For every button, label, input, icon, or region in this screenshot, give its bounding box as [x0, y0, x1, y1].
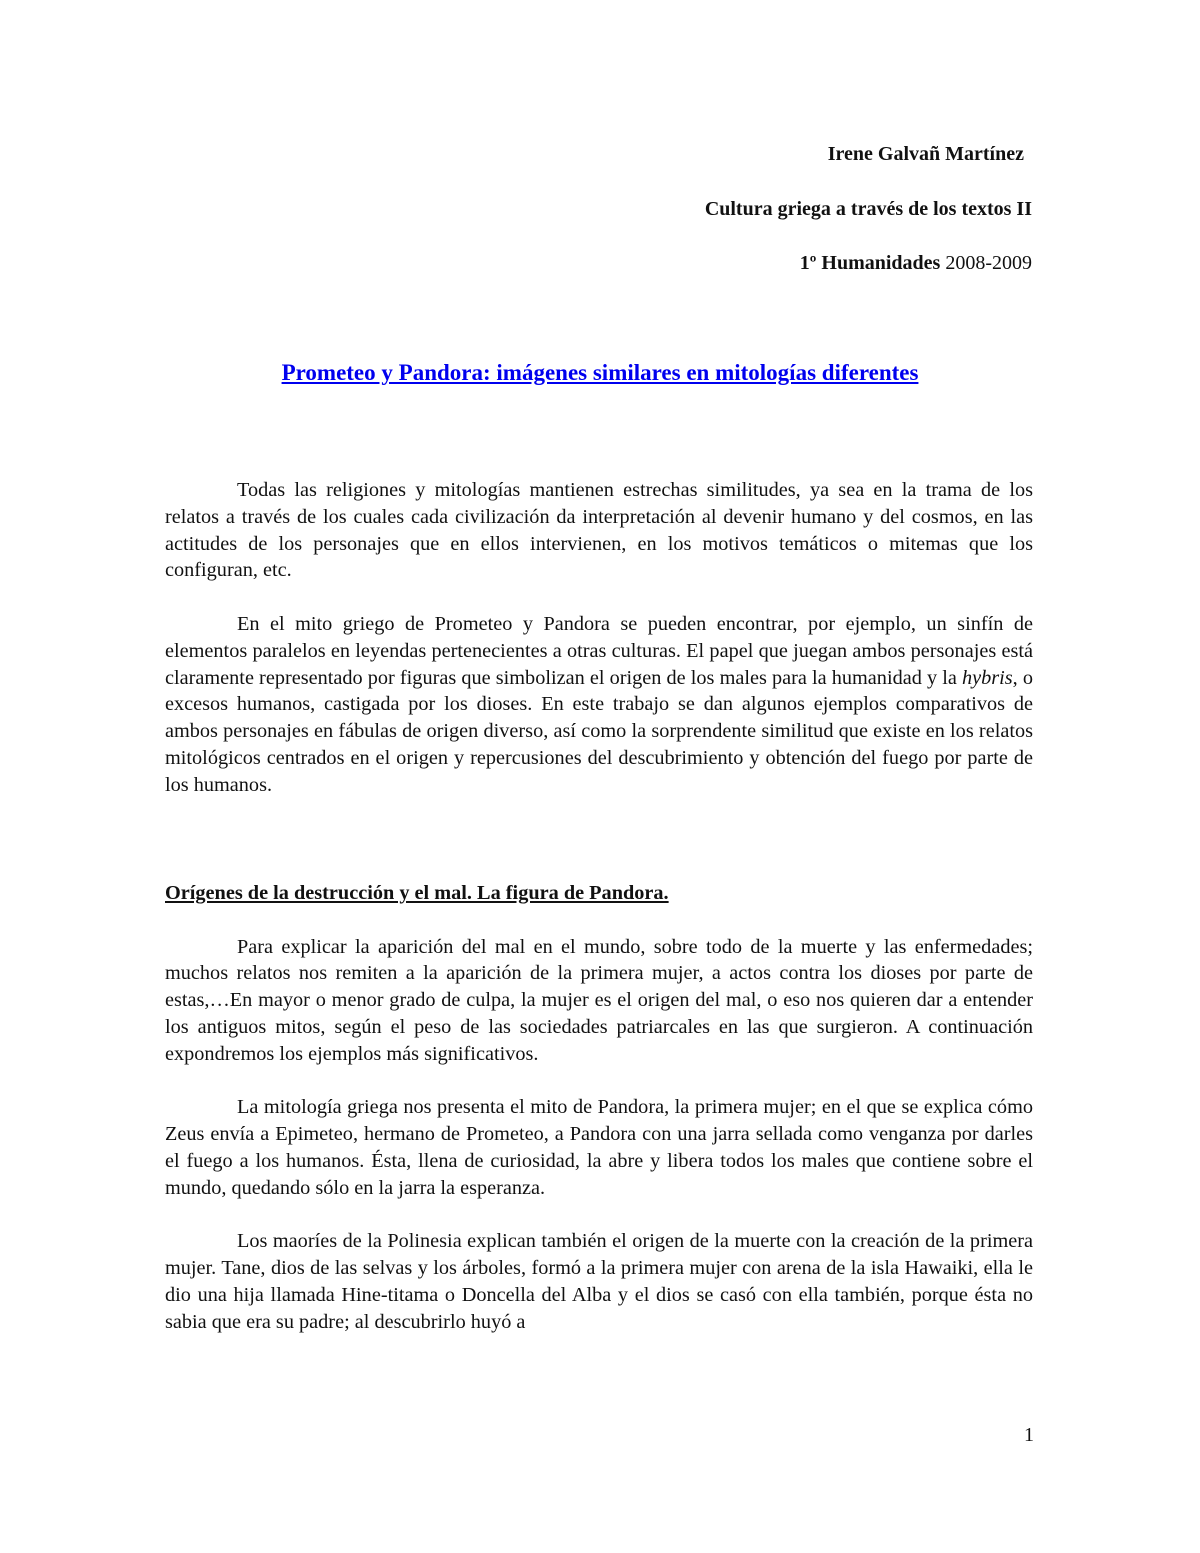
course-name: Cultura griega a través de los textos II — [704, 198, 1032, 220]
section-heading: Orígenes de la destrucción y el mal. La figura de Pandora. — [165, 882, 669, 904]
section-paragraph-3: Los maoríes de la Polinesia explican también el origen de la muerte con la creación de la primera mujer. Tane, dios de las selvas y los árboles, formó a la primera mujer con arena de la isla Hawaiki, ella le dio una hija llamada Hine-titama o Doncella del Alba y el dios se casó con ella también, porque ésta no sabia que era su padre; al descubrirlo huyó a — [165, 1230, 1033, 1333]
section-paragraph-2: La mitología griega nos presenta el mito de Pandora, la primera mujer; en el que se explica cómo Zeus envía a Epimeteo, hermano de Prometeo, a Pandora con una jarra sellada como venganza por darles el fuego a los humanos. Ésta, llena de curiosidad, la abre y libera todos los males que contiene sobre el mundo, quedando sólo en la jarra la esperanza. — [165, 1096, 1033, 1199]
document-title[interactable]: Prometeo y Pandora: imágenes similares en mitologías diferentes — [281, 360, 919, 385]
page-number: 1 — [1024, 1424, 1034, 1446]
intro-paragraph-1: Todas las religiones y mitologías mantienen estrechas similitudes, ya sea en la trama de los relatos a través de los cuales cada civilización da interpretación al devenir humano y del cosmos, en las actitudes de los personajes que en ellos intervienen, en los motivos temáticos o mitemas que los configuran, etc. — [165, 479, 1033, 582]
academic-level: 1º Humanidades — [799, 252, 941, 274]
section-paragraph-1: Para explicar la aparición del mal en el mundo, sobre todo de la muerte y las enfermedades; muchos relatos nos remiten a la aparición de la primera mujer, a actos contra los dioses por parte de estas,…En mayor o menor grado de culpa, la mujer es el origen del mal, o eso nos quieren dar a entender los antiguos mitos, según el peso de las sociedades patriarcales en las que surgieron. A continuación expondremos los ejemplos más significativos. — [165, 935, 1033, 1065]
year-range: 2008-2009 — [945, 252, 1032, 274]
section-pandora — [165, 880, 1033, 1336]
author-name: Irene Galvañ Martínez — [827, 143, 1024, 165]
intro-paragraph-2 — [165, 611, 1033, 799]
intro-paragraph-2-part-2: , o excesos humanos, castigada por los dioses. En este trabajo se dan algunos ejemplos comparativos de ambos personajes en fábulas de origen diverso, así como la sorprendente similitud que existe en los relatos mitológicos centrados en el origen y repercusiones del descubrimiento y obtención del fuego por parte de los humanos. — [165, 666, 1033, 796]
academic-year — [800, 252, 1032, 275]
hybris-term: hybris — [961, 666, 1013, 689]
intro-paragraph-2-part-1: En el mito griego de Prometeo y Pandora se pueden encontrar, por ejemplo, un sinfín de elementos paralelos en leyendas pertenecientes a otras culturas. El papel que juegan ambos personajes está claramente representado por figuras que simbolizan el origen de los males para la humanidad y la — [165, 612, 1033, 689]
intro-section — [165, 477, 1033, 799]
